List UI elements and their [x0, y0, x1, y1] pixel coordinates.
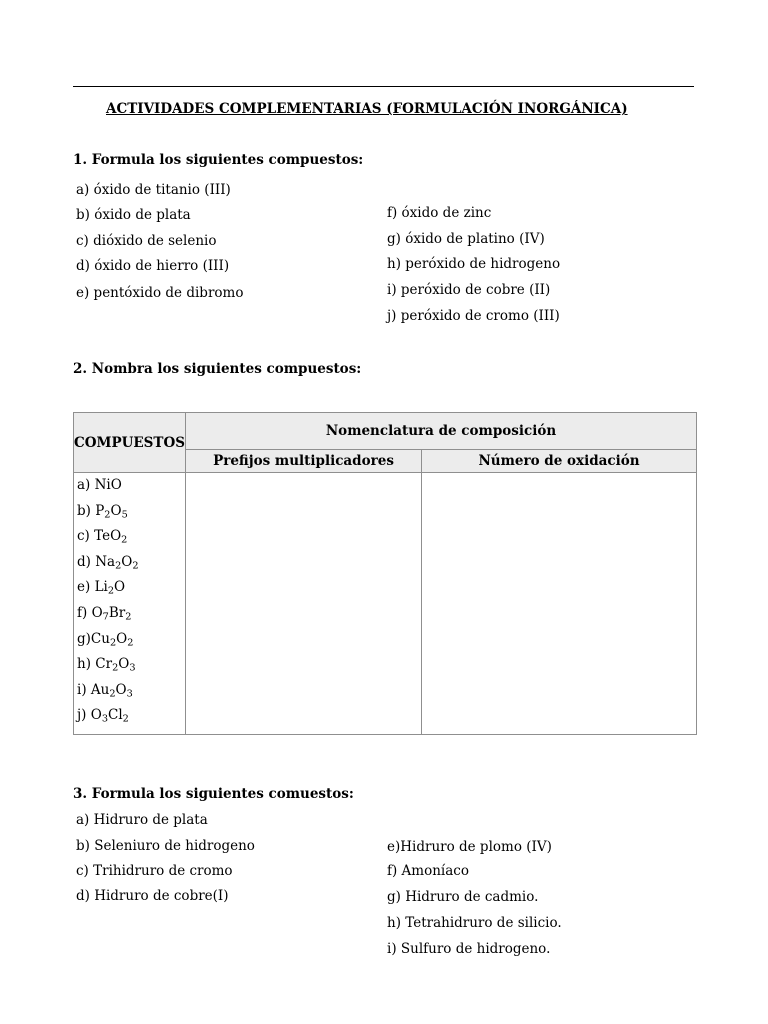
formula-subscript: 2 [125, 611, 132, 623]
s1-item-g: g) óxido de platino (IV) [387, 231, 545, 247]
s3-item-a: a) Hidruro de plata [76, 812, 208, 828]
nomenclature-table [73, 412, 697, 735]
col-header-numero-oxidacion: Número de oxidación [422, 450, 697, 473]
answer-cell-prefijos[interactable] [186, 473, 422, 735]
formula-subscript: 2 [115, 560, 122, 572]
compound-item [77, 575, 185, 601]
s1-item-h: h) peróxido de hidrogeno [387, 256, 561, 272]
formula-symbol: O [91, 604, 103, 621]
formula-symbol: Li [94, 579, 108, 596]
compound-item [77, 678, 185, 704]
compound-letter: g) [77, 630, 91, 647]
compound-letter: d) [77, 553, 96, 570]
s3-item-d: d) Hidruro de cobre(I) [76, 888, 229, 904]
formula-symbol: NiO [94, 477, 122, 493]
formula-subscript: 2 [122, 713, 129, 725]
top-rule [73, 86, 694, 87]
s1-item-e: e) pentóxido de dibromo [76, 285, 244, 301]
formula-symbol: O [118, 656, 130, 673]
s1-item-d: d) óxido de hierro (III) [76, 258, 230, 274]
compound-item [77, 652, 185, 678]
formula-symbol: Cr [95, 656, 113, 673]
formula-symbol: O [115, 681, 127, 698]
section1-heading: 1. Formula los siguientes compuestos: [73, 152, 364, 168]
formula-symbol: Cu [90, 630, 110, 647]
s3-item-b: b) Seleniuro de hidrogeno [76, 838, 255, 854]
col-header-prefijos: Prefijos multiplicadores [186, 450, 422, 473]
page-title: ACTIVIDADES COMPLEMENTARIAS (FORMULACIÓN INORGÁNICA) [106, 101, 628, 117]
compound-letter: c) [77, 528, 95, 545]
s1-item-i: i) peróxido de cobre (II) [387, 282, 551, 298]
s3-item-g: g) Hidruro de cadmio. [387, 889, 539, 905]
compound-letter: i) [77, 681, 91, 698]
compound-item [77, 473, 185, 499]
compound-item [77, 601, 185, 627]
formula-subscript: 2 [112, 662, 119, 674]
formula-subscript: 2 [109, 688, 116, 700]
formula-subscript: 3 [101, 713, 109, 725]
formula-subscript: 3 [129, 662, 136, 674]
compound-item [77, 499, 185, 525]
s3-item-h: h) Tetrahidruro de silicio. [387, 915, 562, 931]
s1-item-j: j) peróxido de cromo (III) [387, 308, 560, 324]
compound-item [77, 703, 185, 729]
formula-symbol: O [116, 630, 128, 647]
section3-heading: 3. Formula los siguientes comuestos: [73, 786, 354, 802]
s1-item-f: f) óxido de zinc [387, 205, 492, 221]
formula-symbol: O [114, 579, 126, 596]
col-header-compuestos: COMPUESTOS [74, 413, 186, 473]
formula-symbol: O [110, 502, 122, 519]
formula-symbol: Br [108, 604, 126, 621]
answer-cell-numero-oxidacion[interactable] [422, 473, 697, 735]
formula-symbol: Cl [108, 707, 123, 724]
compound-item [77, 524, 185, 550]
formula-subscript: 5 [121, 509, 128, 521]
formula-symbol: Au [90, 681, 110, 698]
s3-item-f: f) Amoníaco [387, 863, 469, 879]
group-header-nomenclatura: Nomenclatura de composición [186, 413, 697, 450]
compound-letter: e) [77, 579, 95, 596]
formula-subscript: 2 [121, 534, 128, 546]
s1-item-a: a) óxido de titanio (III) [76, 182, 231, 198]
s1-item-b: b) óxido de plata [76, 207, 191, 223]
compound-letter: a) [77, 477, 95, 493]
formula-subscript: 3 [126, 688, 133, 700]
compound-letter: h) [77, 656, 96, 673]
formula-subscript: 7 [102, 611, 109, 623]
compound-letter: j) [77, 707, 91, 724]
formula-subscript: 2 [127, 636, 134, 648]
formula-subscript: 2 [132, 560, 139, 572]
formula-symbol: O [121, 553, 133, 570]
formula-symbol: Na [95, 553, 116, 570]
s3-item-i: i) Sulfuro de hidrogeno. [387, 941, 551, 957]
compound-item [77, 627, 185, 653]
s1-item-c: c) dióxido de selenio [76, 233, 217, 249]
formula-subscript: 2 [104, 509, 111, 521]
formula-symbol: TeO [94, 528, 122, 545]
formula-symbol: P [95, 502, 105, 519]
compound-letter: b) [77, 502, 96, 519]
s3-item-e: e)Hidruro de plomo (IV) [387, 839, 552, 855]
s3-item-c: c) Trihidruro de cromo [76, 863, 233, 879]
formula-symbol: O [90, 707, 102, 724]
compound-item [77, 550, 185, 576]
compounds-cell [74, 473, 186, 735]
compound-letter: f) [77, 604, 92, 621]
formula-subscript: 2 [109, 636, 117, 648]
section2-heading: 2. Nombra los siguientes compuestos: [73, 361, 362, 377]
formula-subscript: 2 [107, 585, 115, 597]
